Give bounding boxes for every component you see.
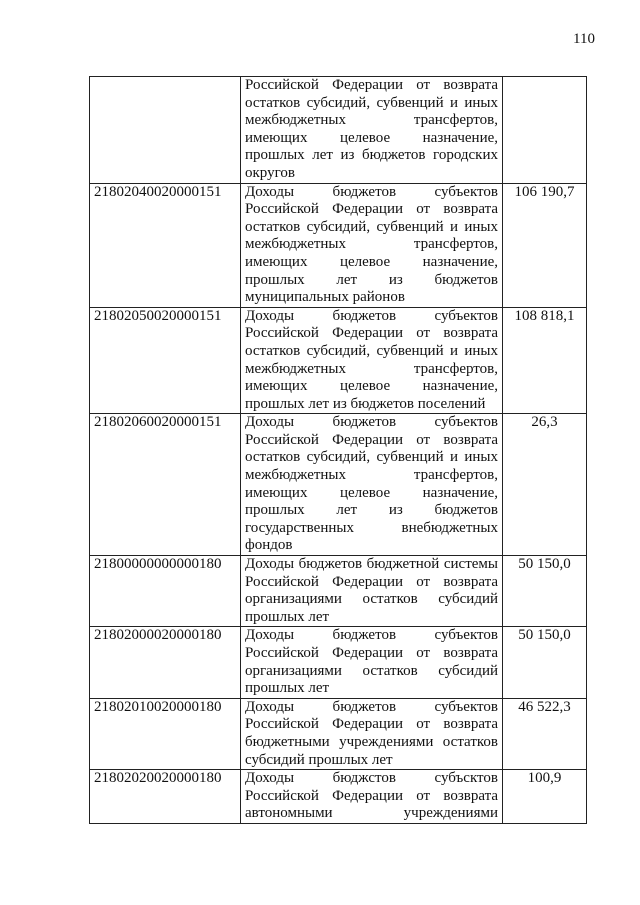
revenue-description-text: Доходы бюджетов субъектов Российской Федерации от возврата остатков субсидий, субвенций и иных межбюджетных трансфертов, имеющих целевое назначение, прошлых лет из бюджетов муниципальных районов	[245, 183, 498, 306]
revenue-description-cell	[241, 414, 503, 556]
revenue-code-cell: 21800000000000180	[90, 556, 241, 627]
revenue-amount-cell: 26,3	[503, 414, 587, 556]
revenue-description-cell	[241, 77, 503, 184]
table-row	[90, 307, 587, 414]
revenue-amount-cell: 108 818,1	[503, 307, 587, 414]
revenue-amount-cell: 46 522,3	[503, 698, 587, 769]
revenue-description-cell	[241, 770, 503, 824]
revenue-description-text: Российской Федерации от возврата остатков субсидий, субвенций и иных межбюджетных трансфертов, имеющих целевое назначение, прошлых лет из бюджетов городских округов	[245, 77, 498, 181]
revenue-description-text: Доходы бюджетов субъектов Российской Федерации от возврата остатков субсидий, субвенций и иных межбюджетных трансфертов, имеющих целевое назначение, прошлых лет из бюджетов государственных внебюджетных фондов	[245, 414, 498, 554]
revenue-description-cell	[241, 556, 503, 627]
revenue-code-cell: 21802000020000180	[90, 627, 241, 698]
revenue-code-cell: 21802040020000151	[90, 183, 241, 307]
page-number: 110	[573, 31, 595, 47]
revenue-code-cell	[90, 77, 241, 184]
revenue-description-text: Доходы бюджетов субъектов Российской Федерации от возврата организациями остатков субсидий прошлых лет	[245, 627, 498, 697]
revenue-description-text: Доходы бюджстов субъсктов Российской Федерации от возврата автономными учреждениями	[245, 770, 498, 822]
revenue-code-cell: 21802010020000180	[90, 698, 241, 769]
revenue-amount-cell: 50 150,0	[503, 556, 587, 627]
table-row	[90, 627, 587, 698]
revenue-description-cell	[241, 307, 503, 414]
table-row	[90, 556, 587, 627]
revenue-amount-cell	[503, 77, 587, 184]
table-row	[90, 183, 587, 307]
revenue-code-cell: 21802050020000151	[90, 307, 241, 414]
revenue-amount-cell: 106 190,7	[503, 183, 587, 307]
revenue-amount-cell: 100,9	[503, 770, 587, 824]
revenue-description-text: Доходы бюджетов субъектов Российской Федерации от возврата бюджетными учреждениями остатков субсидий прошлых лет	[245, 698, 498, 768]
revenue-description-cell	[241, 183, 503, 307]
table-row	[90, 77, 587, 184]
revenue-code-cell: 21802020020000180	[90, 770, 241, 824]
revenue-description-cell	[241, 627, 503, 698]
budget-revenue-table	[89, 76, 587, 824]
revenue-description-text: Доходы бюджетов бюджетной системы Российской Федерации от возврата организациями остатков субсидий прошлых лет	[245, 556, 498, 625]
revenue-description-text: Доходы бюджетов субъектов Российской Федерации от возврата остатков субсидий, субвенций и иных межбюджетных трансфертов, имеющих целевое назначение, прошлых лет из бюджетов поселений	[245, 307, 498, 412]
table-row	[90, 698, 587, 769]
revenue-code-cell: 21802060020000151	[90, 414, 241, 556]
revenue-amount-cell: 50 150,0	[503, 627, 587, 698]
revenue-description-cell	[241, 698, 503, 769]
table-row	[90, 770, 587, 824]
table-row	[90, 414, 587, 556]
